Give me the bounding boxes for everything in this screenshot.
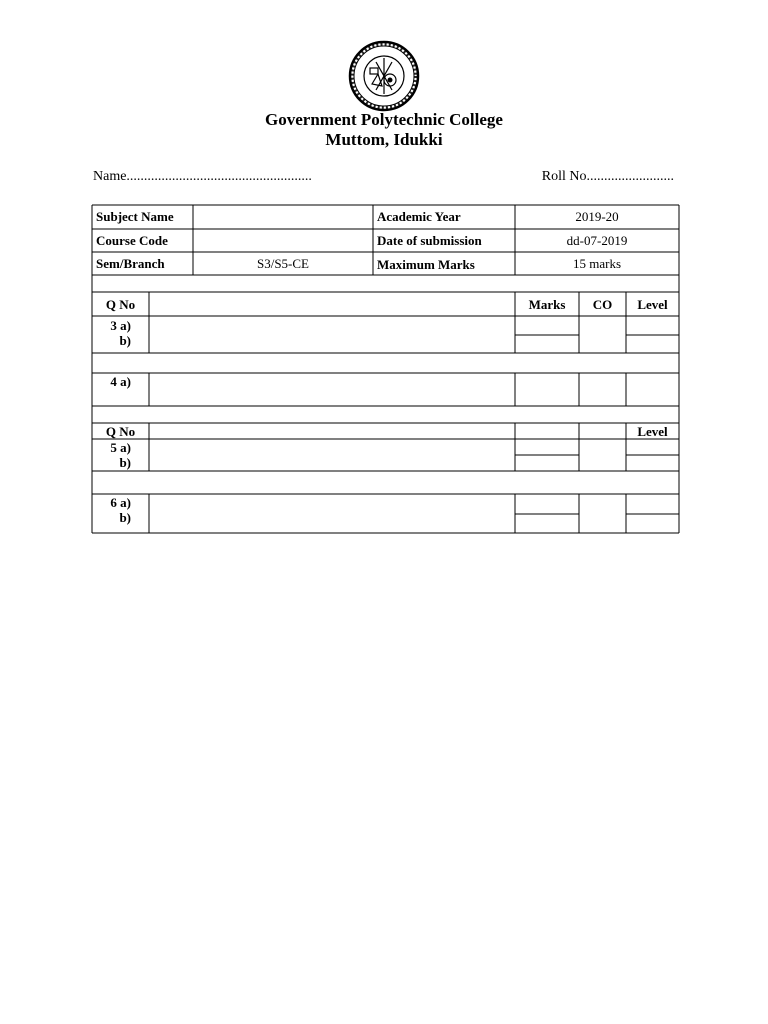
level-header-2: Level bbox=[637, 424, 668, 439]
question-3a-label: 3 a) bbox=[110, 318, 131, 333]
college-name: Government Polytechnic College bbox=[265, 110, 503, 129]
date-of-submission-label: Date of submission bbox=[377, 233, 482, 248]
academic-year-value: 2019-20 bbox=[575, 209, 619, 224]
question-4a-label: 4 a) bbox=[110, 374, 131, 389]
roll-no-field: Roll No......................... bbox=[541, 169, 674, 184]
sem-branch-value: S3/S5-CE bbox=[256, 256, 309, 271]
date-of-submission-value: dd-07-2019 bbox=[566, 233, 628, 248]
question-6a-label: 6 a) bbox=[110, 495, 131, 510]
question-5b-label: b) bbox=[119, 455, 131, 470]
course-code-label: Course Code bbox=[96, 233, 168, 248]
question-3b-label: b) bbox=[119, 333, 131, 348]
question-5a-label: 5 a) bbox=[110, 440, 131, 455]
subject-name-label: Subject Name bbox=[96, 209, 174, 224]
college-place: Muttom, Idukki bbox=[325, 130, 443, 149]
maximum-marks-value: 15 marks bbox=[572, 256, 622, 271]
level-header: Level bbox=[637, 297, 668, 312]
name-field: Name..................................................... bbox=[93, 169, 312, 184]
qno-header: Q No bbox=[105, 297, 136, 312]
question-6b-label: b) bbox=[119, 510, 131, 525]
maximum-marks-label: Maximum Marks bbox=[377, 257, 475, 272]
co-header: CO bbox=[592, 297, 613, 312]
qno-header-2: Q No bbox=[105, 424, 136, 439]
sem-branch-label: Sem/Branch bbox=[96, 256, 165, 271]
marks-header: Marks bbox=[528, 297, 566, 312]
academic-year-label: Academic Year bbox=[377, 209, 461, 224]
